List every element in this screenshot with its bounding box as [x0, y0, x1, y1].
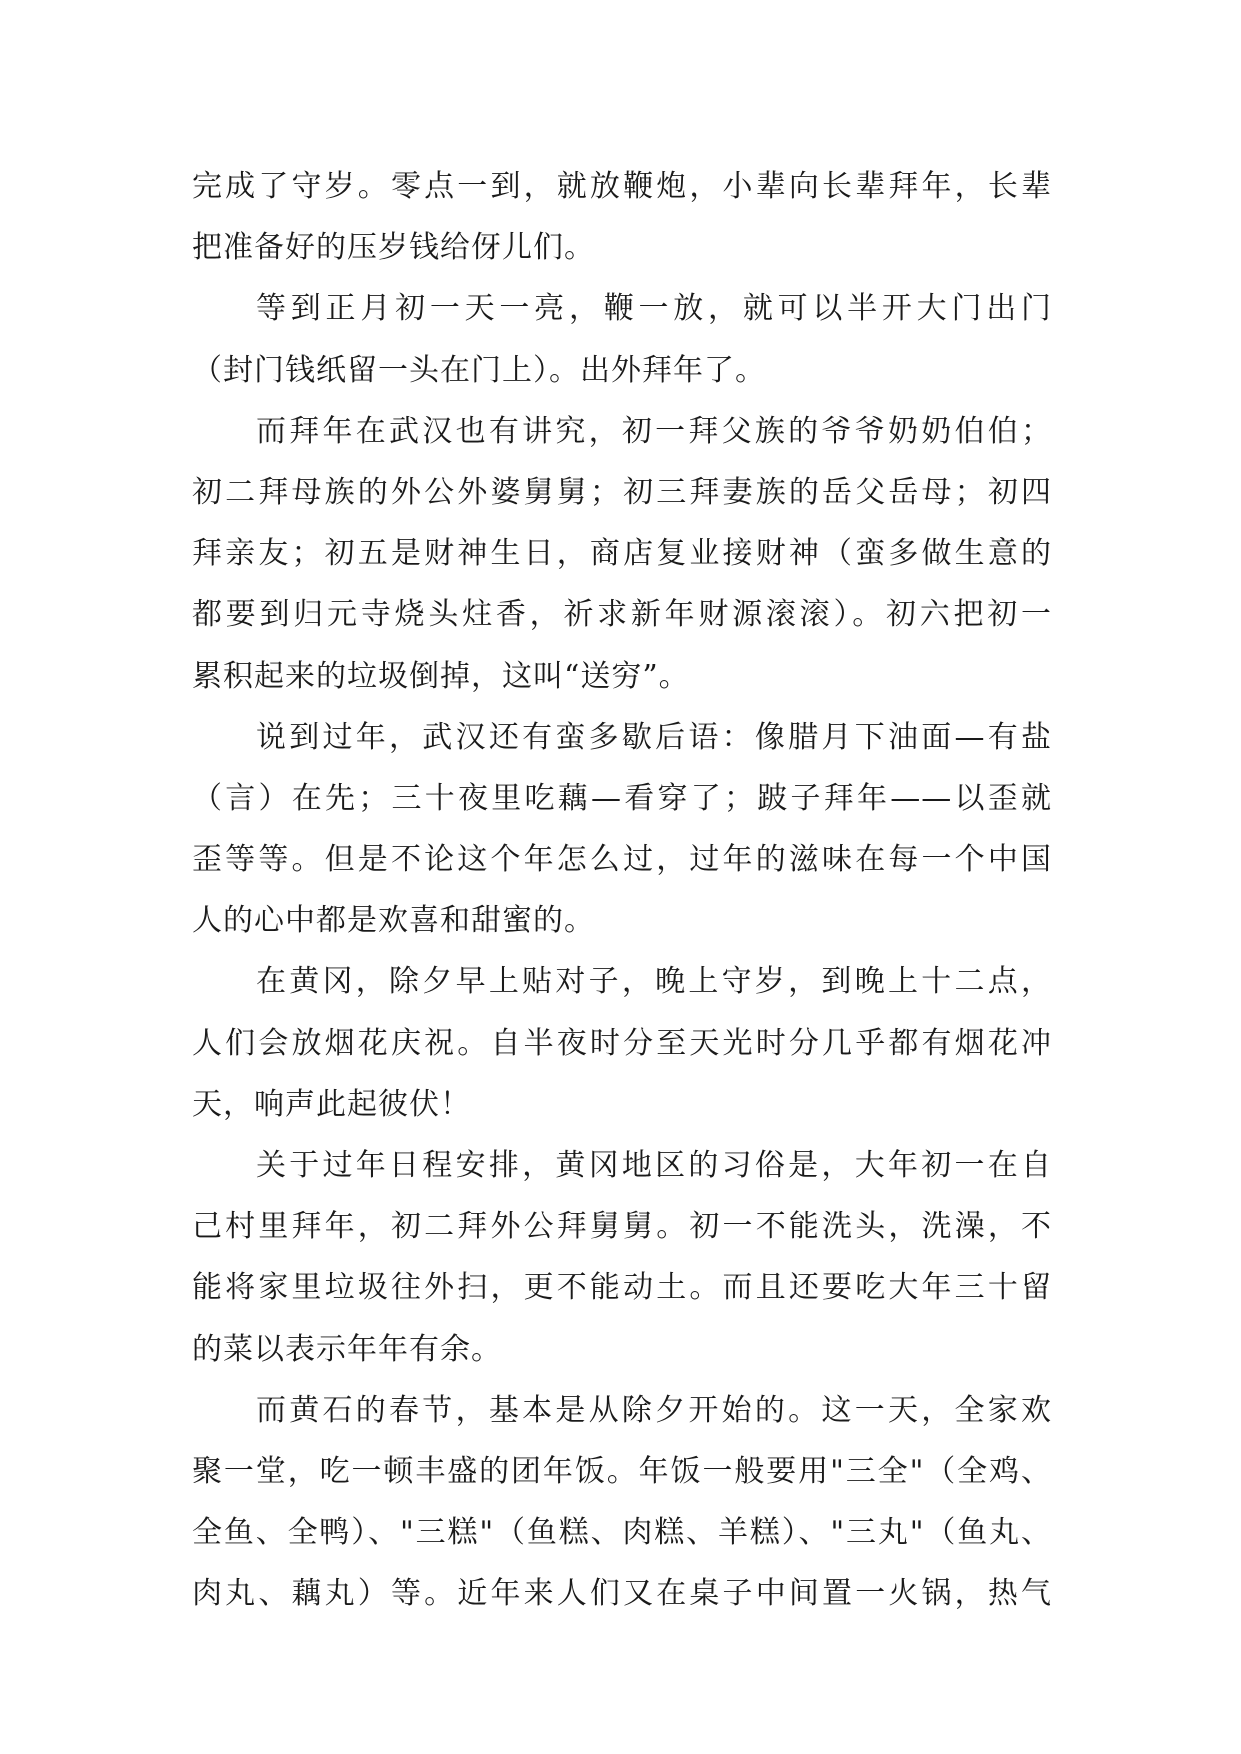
text-line: 关于过年日程安排，黄冈地区的习俗是，大年初一在自 — [256, 1148, 1052, 1183]
text-line: （言）在先；三十夜里吃藕—看穿了；跛子拜年——以歪就 — [192, 780, 1052, 816]
text-line: 把准备好的压岁钱给伢儿们。 — [192, 230, 595, 266]
text-line: 累积起来的垃圾倒掉，这叫“送穷”。 — [192, 658, 690, 694]
text-line: （封门钱纸留一头在门上）。出外拜年了。 — [192, 352, 766, 388]
body-text — [192, 156, 1052, 1625]
text-line: 而拜年在武汉也有讲究，初一拜父族的爷爷奶奶伯伯； — [256, 413, 1052, 449]
text-line: 己村里拜年，初二拜外公拜舅舅。初一不能洗头，洗澡，不 — [192, 1209, 1052, 1245]
text-line: 在黄冈，除夕早上贴对子，晚上守岁，到晚上十二点， — [256, 964, 1052, 1000]
text-line: 人的心中都是欢喜和甜蜜的。 — [192, 903, 595, 939]
text-line: 的菜以表示年年有余。 — [192, 1331, 502, 1367]
text-line: 歪等等。但是不论这个年怎么过，过年的滋味在每一个中国 — [192, 842, 1052, 878]
text-line: 而黄石的春节，基本是从除夕开始的。这一天，全家欢 — [256, 1392, 1052, 1428]
text-line: 初二拜母族的外公外婆舅舅；初三拜妻族的岳父岳母；初四 — [192, 474, 1052, 510]
text-line: 人们会放烟花庆祝。自半夜时分至天光时分几乎都有烟花冲 — [192, 1025, 1052, 1061]
text-line: 完成了守岁。零点一到，就放鞭炮，小辈向长辈拜年，长辈 — [192, 169, 1052, 204]
text-line: 说到过年，武汉还有蛮多歇后语：像腊月下油面—有盐 — [256, 719, 1052, 755]
text-line: 等到正月初一天一亮，鞭一放，就可以半开大门出门 — [256, 291, 1052, 327]
text-line: 拜亲友；初五是财神生日，商店复业接财神（蛮多做生意的 — [192, 536, 1052, 572]
text-line: 天，响声此起彼伏！ — [192, 1086, 471, 1122]
text-line: 肉丸、藕丸）等。近年来人们又在桌子中间置一火锅，热气 — [192, 1576, 1052, 1612]
text-line: 都要到归元寺烧头炷香，祈求新年财源滚滚）。初六把初一 — [192, 597, 1052, 633]
text-line: 聚一堂，吃一顿丰盛的团年饭。年饭一般要用"三全"（全鸡、 — [192, 1453, 1052, 1489]
text-line: 能将家里垃圾往外扫，更不能动土。而且还要吃大年三十留 — [192, 1270, 1052, 1306]
text-line: 全鱼、全鸭）、"三糕"（鱼糕、肉糕、羊糕）、"三丸"（鱼丸、 — [192, 1515, 1052, 1551]
